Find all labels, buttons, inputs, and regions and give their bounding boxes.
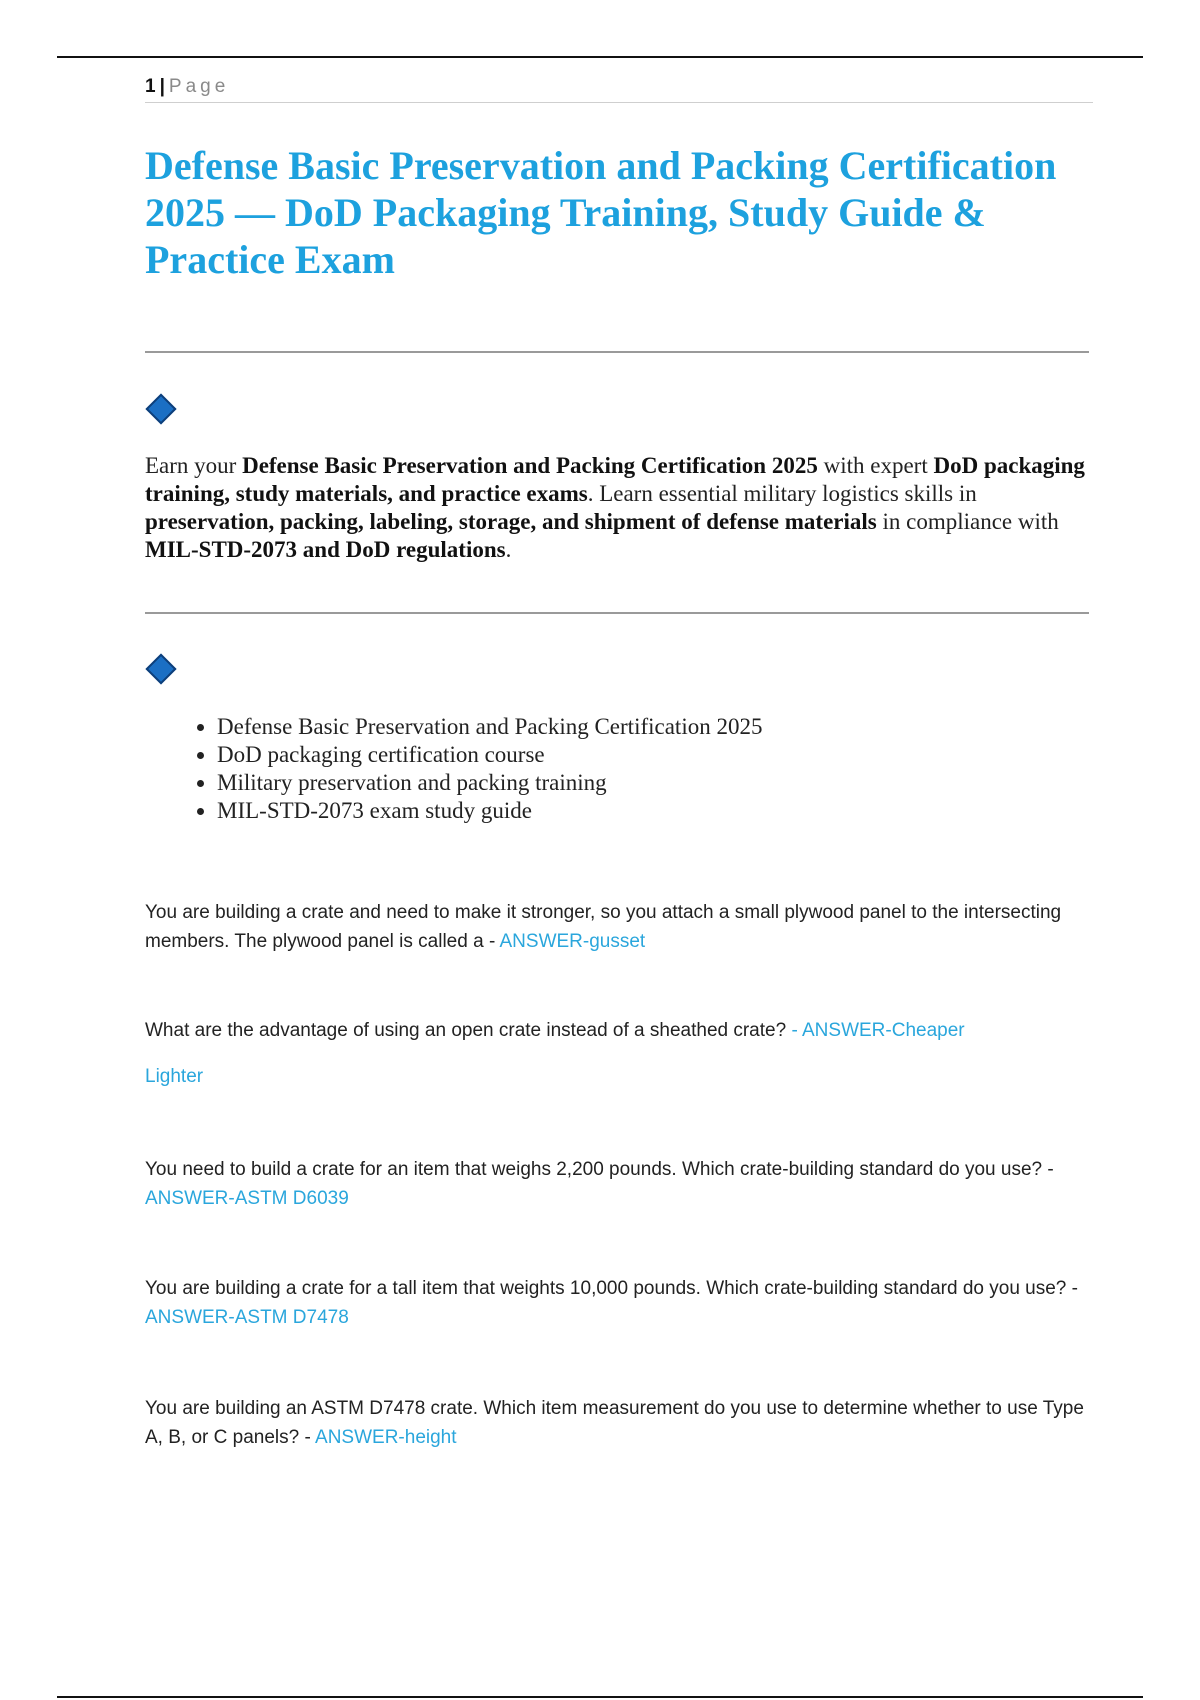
intro-text: in compliance with — [876, 509, 1059, 534]
page-bottom-rule — [57, 1696, 1143, 1698]
qa-item — [145, 1155, 1105, 1213]
intro-bold: DoD packaging training, study materials, and practice exams — [145, 453, 1085, 506]
keyword-list — [175, 713, 1117, 825]
intro-text: with expert — [817, 453, 934, 478]
intro-text: . Learn essential military logistics skills in — [587, 481, 977, 506]
intro-bold: MIL-STD-2073 and DoD regulations — [145, 537, 506, 562]
section-divider — [145, 351, 1089, 353]
qa-item-continuation — [145, 1062, 1105, 1091]
section-divider — [145, 612, 1089, 614]
page-label: Page — [168, 76, 230, 97]
keyword-item: • Defense Basic Preservation and Packing Certification 2025 — [217, 713, 1117, 741]
answer-text: ANSWER-ASTM D7478 — [145, 1307, 349, 1328]
question-text: You are building an ASTM D7478 crate. Which item measurement do you use to determine whether to use Type A, B, or C panels? - — [145, 1398, 1084, 1448]
answer-text: ANSWER-height — [315, 1427, 457, 1448]
qa-item — [145, 1394, 1105, 1452]
question-text: You need to build a crate for an item that weighs 2,200 pounds. Which crate-building standard do you use? - — [145, 1159, 1054, 1180]
answer-text: Lighter — [145, 1066, 204, 1087]
question-text: You are building a crate for a tall item that weights 10,000 pounds. Which crate-building standard do you use? - — [145, 1278, 1078, 1299]
document-title: Defense Basic Preservation and Packing Certification 2025 — DoD Packaging Training, Study Guide & Practice Exam — [145, 143, 1057, 282]
intro-text: . — [505, 537, 512, 562]
keyword-item: • DoD packaging certification course — [217, 741, 1117, 769]
keyword-item: • MIL-STD-2073 exam study guide — [217, 797, 1117, 825]
page-top-rule — [57, 56, 1143, 58]
intro-text: Earn your — [145, 453, 243, 478]
intro-bold: preservation, packing, labeling, storage, and shipment of defense materials — [145, 509, 877, 534]
question-text: What are the advantage of using an open crate instead of a sheathed crate? — [145, 1020, 792, 1041]
answer-text: ANSWER-gusset — [499, 931, 646, 952]
diamond-bullet-icon — [145, 653, 176, 684]
intro-paragraph — [145, 452, 1095, 564]
qa-item — [145, 898, 1105, 956]
answer-text: ANSWER-ASTM D6039 — [145, 1188, 349, 1209]
keyword-item: • Military preservation and packing training — [217, 769, 1117, 797]
page-header — [145, 72, 1093, 103]
qa-item — [145, 1274, 1105, 1332]
question-text: You are building a crate and need to make it stronger, so you attach a small plywood panel to the intersecting members. The plywood panel is called a - — [145, 902, 1062, 952]
answer-text: - ANSWER-Cheaper — [791, 1020, 965, 1041]
intro-bold: Defense Basic Preservation and Packing Certification 2025 — [242, 453, 818, 478]
qa-item — [145, 1016, 1105, 1045]
page-number: 1 — [145, 76, 156, 97]
diamond-bullet-icon — [145, 393, 176, 424]
page-separator: | — [159, 76, 165, 97]
